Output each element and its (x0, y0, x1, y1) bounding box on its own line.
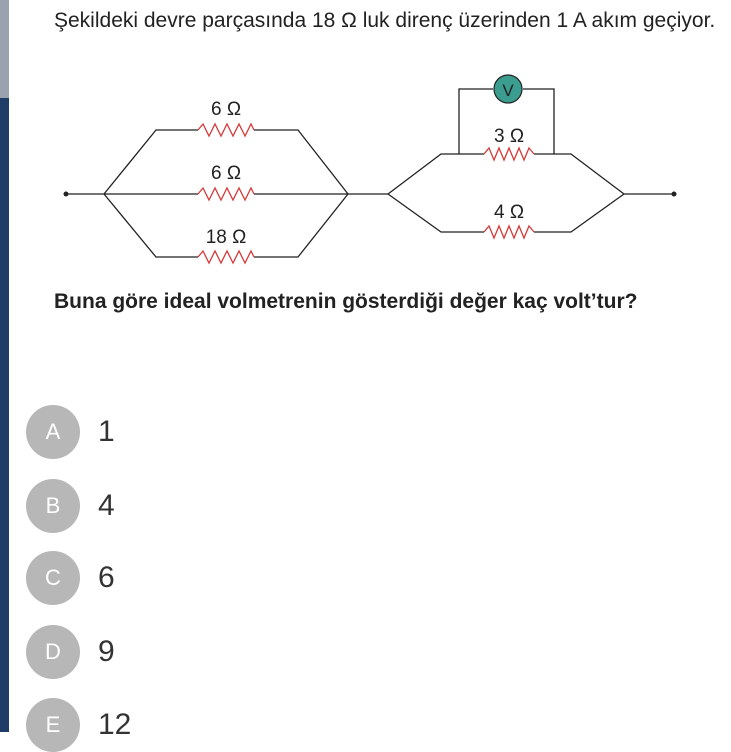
option-value: 4 (98, 489, 115, 522)
option-letter-badge: A (26, 405, 80, 459)
option-c[interactable] (26, 551, 115, 605)
option-letter-badge: D (26, 625, 80, 679)
voltmeter-label: V (502, 81, 514, 100)
option-d[interactable] (26, 625, 115, 679)
option-b[interactable] (26, 479, 115, 533)
resistor-label-bottom: 18 Ω (205, 227, 247, 248)
option-value: 6 (98, 561, 115, 594)
question-text: Şekildeki devre parçasında 18 Ω luk direnç üzerinden 1 A akım geçiyor. (54, 9, 716, 32)
left-sidebar-strip (0, 0, 9, 732)
option-value: 9 (98, 635, 115, 668)
option-letter-badge: E (26, 698, 80, 752)
option-e[interactable] (26, 698, 131, 752)
option-value: 1 (98, 415, 115, 448)
resistor-top (198, 124, 254, 136)
left-sidebar-top-segment (0, 0, 9, 98)
resistor-3-ohm (484, 148, 534, 160)
resistor-middle (198, 188, 254, 200)
circuit-diagram (56, 72, 686, 272)
resistor-bottom (198, 251, 254, 263)
option-a[interactable] (26, 405, 115, 459)
question-prompt: Buna göre ideal volmetrenin gösterdiği değer kaç volt’tur? (54, 290, 638, 313)
option-letter-badge: B (26, 479, 80, 533)
resistor-4-ohm (484, 226, 534, 238)
left-parallel-block (66, 99, 348, 263)
right-parallel-block (388, 75, 674, 238)
resistor-label-middle: 6 Ω (210, 163, 242, 184)
resistor-label-top: 6 Ω (210, 99, 242, 120)
option-value: 12 (98, 708, 132, 741)
resistor-label-4-ohm: 4 Ω (493, 202, 525, 223)
resistor-label-3-ohm: 3 Ω (493, 126, 525, 147)
option-letter-badge: C (26, 551, 80, 605)
